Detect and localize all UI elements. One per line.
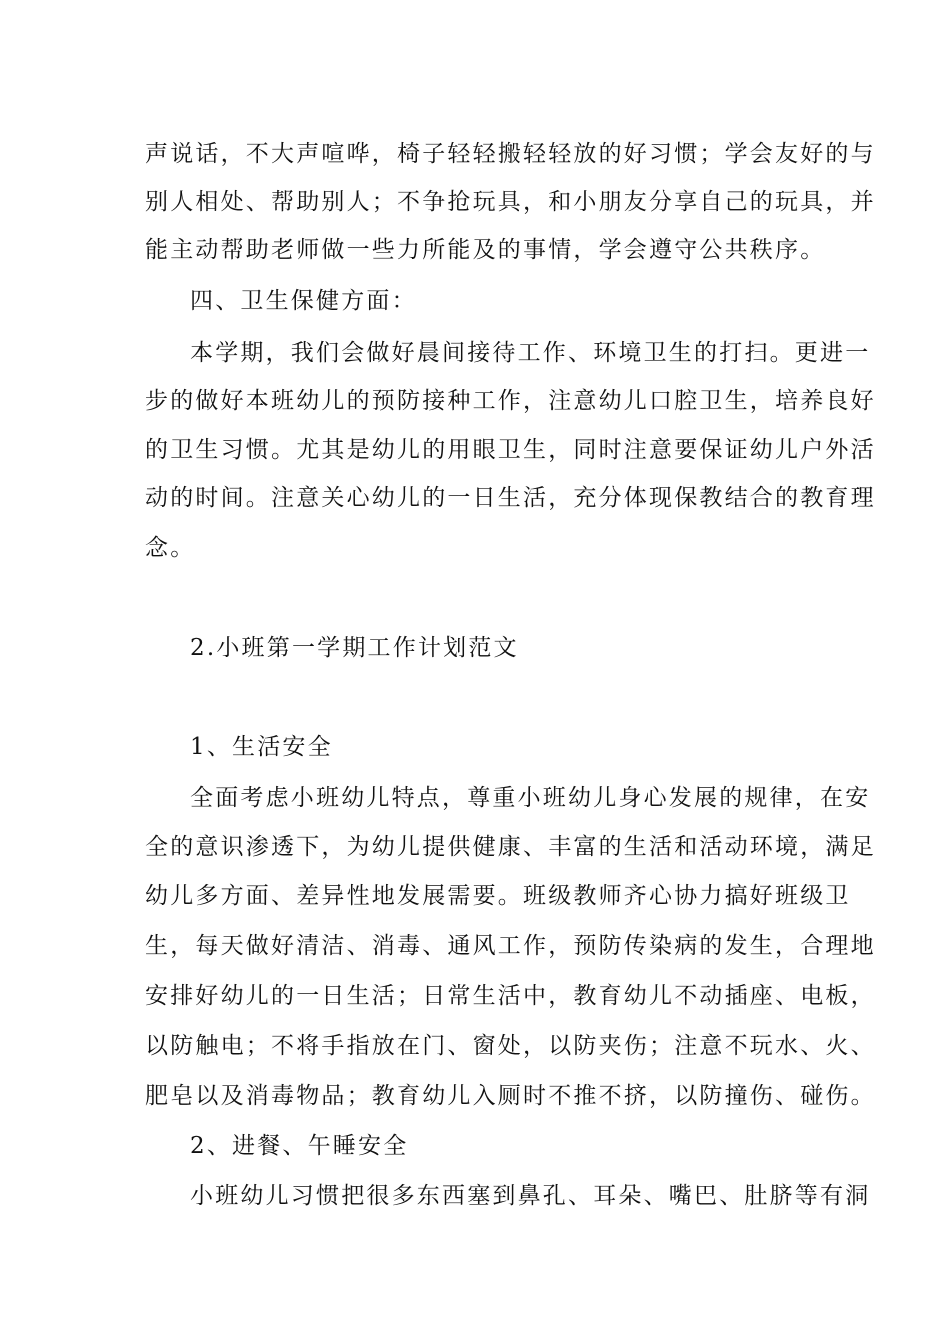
paragraph-line: 全面考虑小班幼儿特点，尊重小班幼儿身心发展的规律，在安 xyxy=(190,785,871,811)
paragraph-line: 声说话，不大声喧哗，椅子轻轻搬轻轻放的好习惯；学会友好的与 xyxy=(145,141,876,167)
article-title: 2.小班第一学期工作计划范文 xyxy=(190,635,519,661)
paragraph-line: 安排好幼儿的一日生活；日常生活中，教育幼儿不动插座、电板， xyxy=(145,983,876,1009)
section-heading: 1、生活安全 xyxy=(190,734,333,760)
paragraph-line: 以防触电；不将手指放在门、窗处，以防夹伤；注意不玩水、火、 xyxy=(145,1033,876,1059)
paragraph-line: 动的时间。注意关心幼儿的一日生活，充分体现保教结合的教育理 xyxy=(145,485,876,511)
paragraph-line: 别人相处、帮助别人；不争抢玩具，和小朋友分享自己的玩具，并 xyxy=(145,189,876,215)
paragraph-line: 肥皂以及消毒物品；教育幼儿入厕时不推不挤，以防撞伤、碰伤。 xyxy=(145,1083,876,1109)
paragraph-line: 小班幼儿习惯把很多东西塞到鼻孔、耳朵、嘴巴、肚脐等有洞 xyxy=(190,1183,871,1209)
paragraph-line: 生，每天做好清洁、消毒、通风工作，预防传染病的发生，合理地 xyxy=(145,933,876,959)
paragraph-line: 的卫生习惯。尤其是幼儿的用眼卫生，同时注意要保证幼儿户外活 xyxy=(145,437,876,463)
paragraph-line: 本学期，我们会做好晨间接待工作、环境卫生的打扫。更进一 xyxy=(190,340,871,366)
paragraph-line: 能主动帮助老师做一些力所能及的事情，学会遵守公共秩序。 xyxy=(145,237,826,263)
paragraph-line: 念。 xyxy=(145,535,196,561)
section-heading: 2、进餐、午睡安全 xyxy=(190,1133,409,1159)
section-heading: 四、卫生保健方面： xyxy=(190,288,417,314)
paragraph-line: 幼儿多方面、差异性地发展需要。班级教师齐心协力搞好班级卫 xyxy=(145,883,851,909)
paragraph-line: 步的做好本班幼儿的预防接种工作，注意幼儿口腔卫生，培养良好 xyxy=(145,388,876,414)
paragraph-line: 全的意识渗透下，为幼儿提供健康、丰富的生活和活动环境，满足 xyxy=(145,834,876,860)
